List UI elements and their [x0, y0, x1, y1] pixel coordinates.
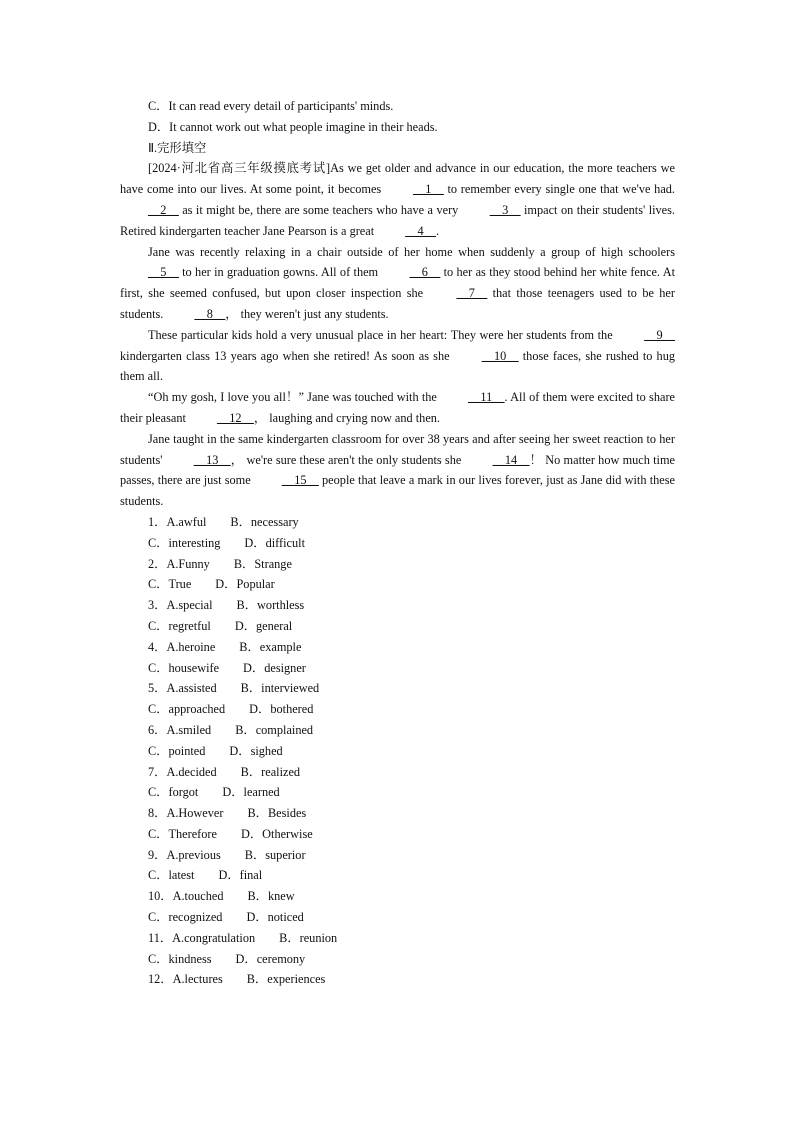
question-8-ab: 8．A.However B．Besides: [148, 806, 307, 821]
question-7-ab: 7．A.decided B．realized: [148, 764, 301, 779]
blank-5: __5__: [148, 265, 179, 280]
question-11-ab: 11．A.congratulation B．reunion: [148, 930, 338, 945]
question-10-ab: 10．A.touched B．knew: [148, 889, 295, 904]
blank-3: __3__: [489, 202, 521, 217]
blank-1: __1__: [412, 182, 444, 197]
passage-paragraph-5: Jane taught in the same kindergarten classroom for over 38 years and after seeing her sweet reaction to her students' __13__， we're sure these aren't the only students she __14__！ No matter how much time passes, there are just some __15__ people that leave a mark in our lives forever, just as Jane did with these students.: [120, 431, 675, 509]
passage-paragraph-1: [2024·河北省高三年级摸底考试]As we get older and advance in our education, the more teachers we have come into our lives. At some point, it becomes __1__ to remember every single one that we've had. __2__ as it might be, there are some teachers who have a very __3__ impact on their students' lives. Retired kindergarten teacher Jane Pearson is a great __4__.: [120, 158, 675, 241]
question-1-cd: C．interesting D．difficult: [148, 535, 305, 550]
question-5-ab: 5．A.assisted B．interviewed: [148, 681, 320, 696]
question-4-ab: 4．A.heroine B．example: [148, 639, 302, 654]
prev-option-d: D．It cannot work out what people imagine in their heads.: [148, 119, 438, 134]
question-3-ab: 3．A.special B．worthless: [148, 598, 305, 613]
question-6-ab: 6．A.smiled B．complained: [148, 722, 314, 737]
blank-15: __15__: [281, 473, 319, 488]
question-12-ab: 12．A.lectures B．experiences: [148, 972, 326, 987]
question-11-cd: C．kindness D．ceremony: [148, 951, 306, 966]
question-2-cd: C．True D．Popular: [148, 577, 275, 592]
section-title: Ⅱ.完形填空: [148, 140, 207, 155]
blank-4: __4__: [405, 223, 436, 238]
blank-14: __14__: [492, 452, 530, 467]
question-2-ab: 2．A.Funny B．Strange: [148, 556, 292, 571]
blank-6: __6__: [409, 265, 441, 280]
question-3-cd: C．regretful D．general: [148, 618, 293, 633]
blank-13: __13__: [193, 452, 231, 467]
blank-7: __7__: [456, 286, 488, 301]
blank-11: __11__: [468, 390, 505, 405]
question-4-cd: C．housewife D．designer: [148, 660, 306, 675]
question-10-cd: C．recognized D．noticed: [148, 910, 304, 925]
passage-paragraph-4: “Oh my gosh, I love you all！” Jane was touched with the __11__. All of them were excited to share their pleasant __12__， laughing and crying now and then.: [120, 387, 675, 429]
blank-9: __9__: [644, 327, 675, 342]
question-6-cd: C．pointed D．sighed: [148, 743, 283, 758]
passage-paragraph-3: These particular kids hold a very unusual place in her heart: They were her students from the __9__ kindergarten class 13 years ago when she retired! As soon as she __10__ those faces, she rushed to hug them all.: [120, 325, 675, 387]
source-label: [2024·河北省高三年级摸底考试]: [148, 161, 331, 176]
question-8-cd: C．Therefore D．Otherwise: [148, 826, 313, 841]
prev-option-c: C．It can read every detail of participants' minds.: [148, 99, 394, 113]
document-page: [120, 96, 675, 990]
question-list: [120, 512, 675, 990]
blank-2: __2__: [148, 202, 179, 217]
question-1-ab: 1．A.awful B．necessary: [148, 514, 299, 529]
passage-paragraph-2: Jane was recently relaxing in a chair outside of her home when suddenly a group of high schoolers __5__ to her in graduation gowns. All of them __6__ to her as they stood behind her white fence. At first, she seemed confused, but upon closer inspection she __7__ that those teenagers used to be her students. __8__， they weren't just any students.: [120, 242, 675, 325]
blank-10: __10__: [481, 348, 519, 363]
blank-8: __8__: [194, 306, 226, 321]
question-5-cd: C．approached D．bothered: [148, 702, 314, 717]
question-7-cd: C．forgot D．learned: [148, 785, 280, 800]
question-9-cd: C．latest D．final: [148, 868, 263, 883]
blank-12: __12__: [216, 410, 254, 425]
question-9-ab: 9．A.previous B．superior: [148, 847, 306, 862]
